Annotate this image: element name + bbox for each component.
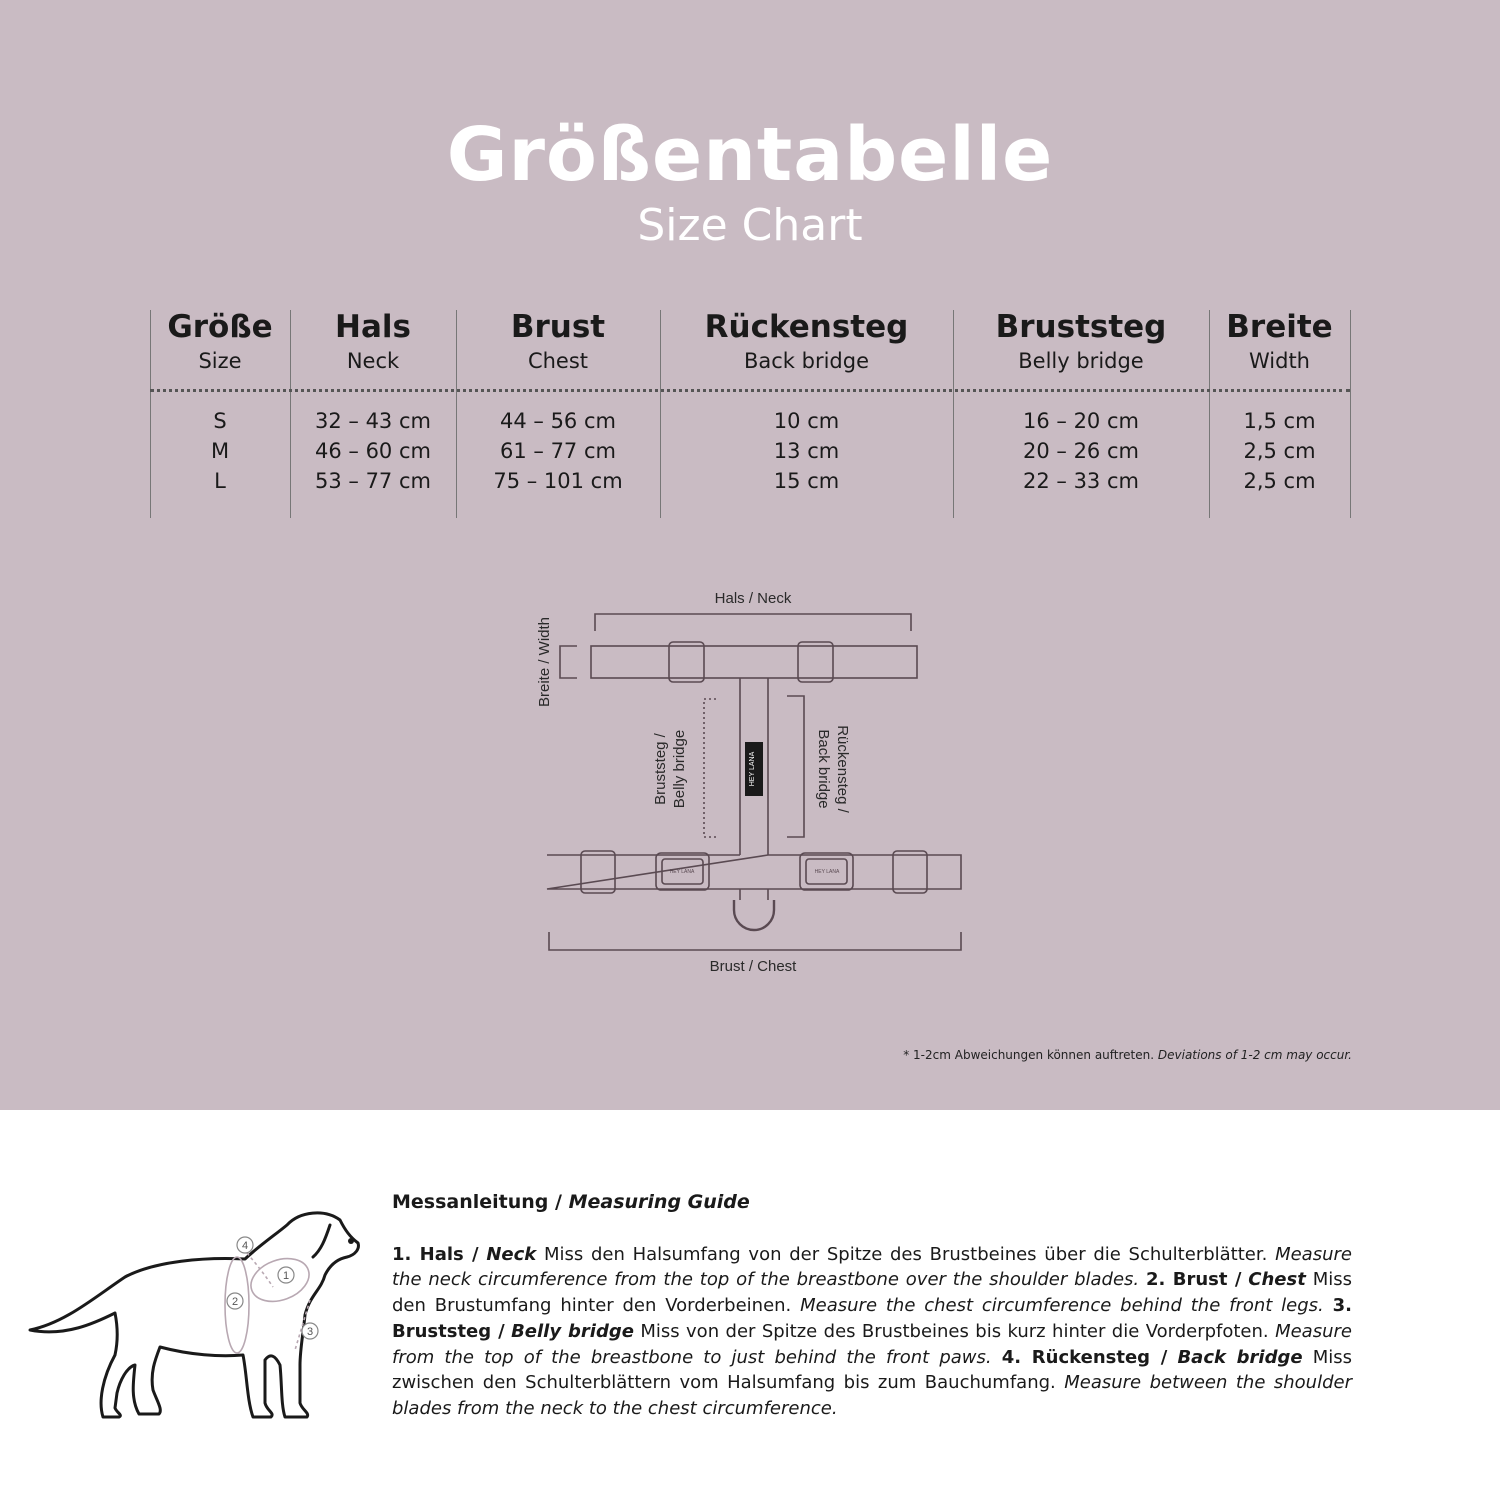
measuring-guide <box>392 1190 1352 1422</box>
dog-illustration <box>25 1205 365 1425</box>
buckle-brand-text: HEY LANA <box>814 869 840 875</box>
strap-slider <box>798 642 833 682</box>
dog-ear <box>313 1225 330 1257</box>
step-3-label-en: Belly bridge <box>511 1320 634 1342</box>
strap-slider <box>581 851 615 893</box>
chest-label: Brust / Chest <box>709 958 797 975</box>
step-3-en: Measure from the top of the breastbone to just behind the front paws. <box>392 1320 1352 1368</box>
back-bridge-label-line1: Rückensteg / <box>834 725 851 813</box>
table-cell: 2,5 cm <box>1243 439 1316 463</box>
table-cell: 20 – 26 cm <box>1023 439 1139 463</box>
table-cell: 16 – 20 cm <box>1023 409 1139 433</box>
neck-dimension-line <box>595 614 911 631</box>
column-subheader: Width <box>1248 349 1310 374</box>
step-3-de: Miss von der Spitze des Brustbeines bis kurz hinter die Vorderpfoten. <box>640 1320 1269 1342</box>
step-2-de: Miss den Brustumfang hinter den Vorderbeinen. <box>392 1269 1352 1317</box>
column-header: Größe <box>167 309 273 345</box>
page-title: Größentabelle <box>446 112 1054 198</box>
column-header: Brust <box>510 309 606 345</box>
back-bridge-label-line2: Back bridge <box>815 729 832 809</box>
table-cell: 75 – 101 cm <box>493 469 623 493</box>
column-header: Bruststeg <box>995 309 1167 345</box>
deviation-note <box>903 1048 1352 1062</box>
neck-label: Hals / Neck <box>714 590 792 607</box>
step-3-label: 3. Bruststeg / <box>392 1295 1352 1342</box>
table-cell: 53 – 77 cm <box>315 469 431 493</box>
table-cell: 46 – 60 cm <box>315 439 431 463</box>
table-cell: 10 cm <box>773 409 840 433</box>
column-header: Breite <box>1226 309 1333 345</box>
table-cell: 44 – 56 cm <box>500 409 616 433</box>
step-1-en: Measure the neck circumference from the top of the breastbone over the shoulder blades. <box>392 1243 1352 1291</box>
guide-title-de: Messanleitung / <box>392 1191 562 1213</box>
table-cell: 1,5 cm <box>1243 409 1316 433</box>
column-subheader: Back bridge <box>743 349 870 374</box>
guide-title <box>392 1190 1352 1216</box>
table-cell: 61 – 77 cm <box>500 439 616 463</box>
chest-strap <box>547 855 961 889</box>
step-2-label: 2. Brust / <box>1146 1269 1242 1291</box>
marker-3-label: 3 <box>306 1326 314 1338</box>
belly-bridge-label-line1: Bruststeg / <box>652 733 669 805</box>
marker-4-label: 4 <box>241 1240 249 1252</box>
step-1-label-en: Neck <box>486 1243 537 1265</box>
table-cell: 15 cm <box>773 469 840 493</box>
back-bridge-dimension-line <box>787 696 804 837</box>
belly-bridge-dimension-line <box>704 699 716 837</box>
column-subheader: Neck <box>346 349 400 374</box>
guide-title-en: Measuring Guide <box>568 1191 750 1213</box>
step-4-label: 4. Rückensteg / <box>1001 1346 1168 1368</box>
dog-nose <box>348 1238 354 1244</box>
step-2-en: Measure the chest circumference behind the front legs. <box>800 1295 1324 1317</box>
strap-slider <box>669 642 704 682</box>
step-1-de: Miss den Halsumfang von der Spitze des Brustbeines über die Schulterblätter. <box>543 1243 1268 1265</box>
column-header: Rückensteg <box>704 309 909 345</box>
d-ring-mount <box>740 889 768 900</box>
column-header: Hals <box>335 309 411 345</box>
deviation-note-en: Deviations of 1-2 cm may occur. <box>1157 1048 1352 1062</box>
guide-text <box>392 1242 1352 1422</box>
step-4-en: Measure between the shoulder blades from the neck to the chest circumference. <box>392 1372 1352 1419</box>
step-4-de: Miss zwischen den Schulterblättern vom Halsumfang bis zum Bauchumfang. <box>392 1346 1352 1394</box>
chest-dimension-line <box>549 932 961 950</box>
step-2-label-en: Chest <box>1248 1269 1306 1291</box>
marker-2-label: 2 <box>231 1296 239 1308</box>
column-subheader: Size <box>198 349 242 374</box>
table-cell: 2,5 cm <box>1243 469 1316 493</box>
table-cell: 13 cm <box>773 439 840 463</box>
step-4-label-en: Back bridge <box>1177 1346 1303 1368</box>
dog-outline <box>30 1213 358 1417</box>
d-ring <box>734 900 774 930</box>
table-cell: L <box>214 469 226 493</box>
table-cell: M <box>210 439 230 463</box>
neck-strap <box>591 646 917 678</box>
column-subheader: Belly bridge <box>1018 349 1144 374</box>
width-dimension-line <box>560 646 577 678</box>
width-label: Breite / Width <box>536 616 553 708</box>
table-cell: 22 – 33 cm <box>1023 469 1139 493</box>
table-cell: S <box>213 409 227 433</box>
brand-tag-text: HEY LANA <box>749 751 756 787</box>
deviation-note-de: * 1-2cm Abweichungen können auftreten. <box>903 1048 1155 1062</box>
table-cell: 32 – 43 cm <box>315 409 431 433</box>
column-subheader: Chest <box>527 349 589 374</box>
belly-bridge-label-line2: Belly bridge <box>671 729 688 809</box>
step-1-label: 1. Hals / <box>392 1243 479 1265</box>
page-subtitle: Size Chart <box>637 200 863 251</box>
strap-slider <box>893 851 927 893</box>
buckle-brand-text: HEY LANA <box>669 869 695 875</box>
marker-1-label: 1 <box>282 1270 290 1282</box>
